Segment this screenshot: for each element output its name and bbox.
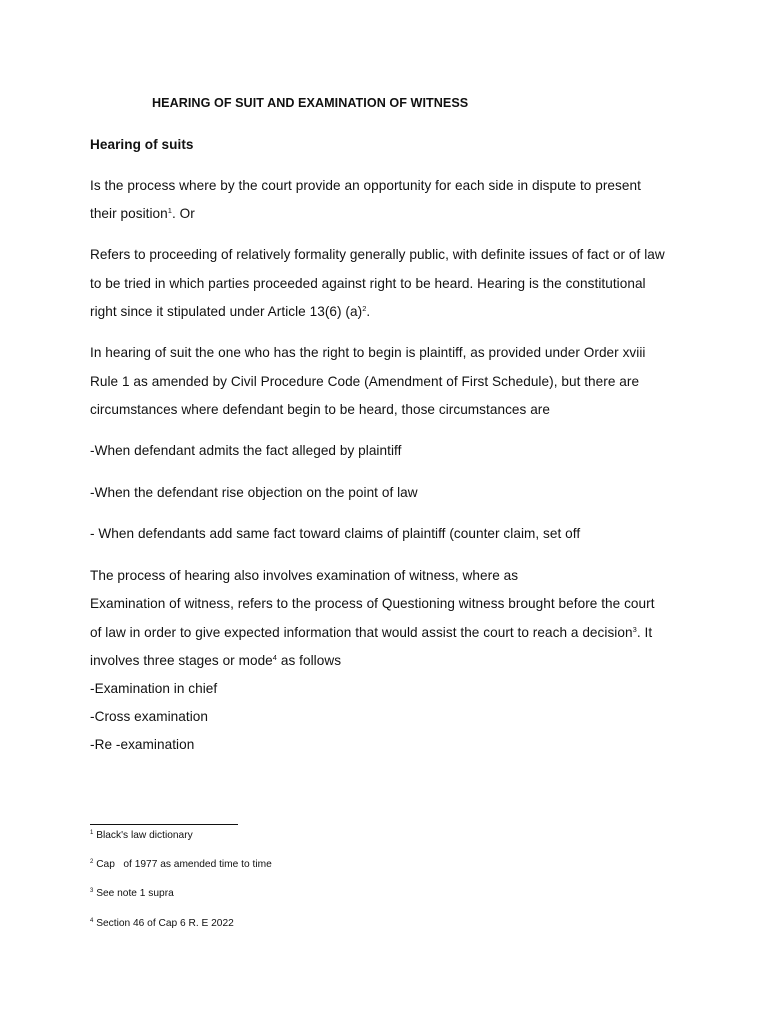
footnote [90,829,193,843]
footnote [90,887,174,901]
footnote [90,917,234,931]
footnote-text: Section 46 of Cap 6 R. E 2022 [96,918,234,929]
text-span: . [366,304,371,319]
paragraph-line [90,652,341,670]
list-item: -Re -examination [90,737,195,752]
text-span: their position [90,206,168,221]
footnote-text: Cap of 1977 as amended time to time [96,859,272,870]
paragraph-line: to be tried in which parties proceeded against right to be heard. Hearing is the constitutional [90,276,646,291]
list-item: - When defendants add same fact toward claims of plaintiff (counter claim, set off [90,526,581,541]
footnote-ref: 3 [632,625,637,634]
paragraph-line: Is the process where by the court provide an opportunity for each side in dispute to present [90,178,641,193]
paragraph-line [90,205,195,223]
text-span: as follows [277,653,342,668]
footnote-number: 1 [90,830,94,836]
text-span: . It [636,625,653,640]
list-item: -Cross examination [90,709,208,724]
text-span: of law in order to give expected information that would assist the court to reach a decision [90,625,633,640]
paragraph-line: Refers to proceeding of relatively formality generally public, with definite issues of fact or of law [90,247,665,262]
paragraph-line [90,303,370,321]
list-item: -Examination in chief [90,681,218,696]
footnote-number: 3 [90,888,94,894]
paragraph-line: circumstances where defendant begin to be heard, those circumstances are [90,402,550,417]
section-heading: Hearing of suits [90,137,194,152]
paragraph-line: Rule 1 as amended by Civil Procedure Code (Amendment of First Schedule), but there are [90,374,640,389]
footnote-ref: 2 [362,304,367,313]
paragraph-line [90,624,652,642]
footnote-number: 2 [90,859,94,865]
list-item: -When defendant admits the fact alleged by plaintiff [90,443,402,458]
text-span: . Or [172,206,195,221]
footnote-text: See note 1 supra [96,888,174,899]
footnote-separator [90,824,238,825]
text-span: involves three stages or mode [90,653,273,668]
footnote-number: 4 [90,918,94,924]
text-span: right since it stipulated under Article 13(6) (a) [90,304,363,319]
list-item: -When the defendant rise objection on the point of law [90,485,418,500]
document-title: HEARING OF SUIT AND EXAMINATION OF WITNESS [152,96,469,110]
footnote-ref: 4 [272,653,278,662]
footnote [90,858,272,872]
footnote-ref: 1 [167,206,173,215]
paragraph-line: In hearing of suit the one who has the right to begin is plaintiff, as provided under Order xviii [90,345,646,360]
paragraph-line: Examination of witness, refers to the process of Questioning witness brought before the court [90,596,655,611]
paragraph-line: The process of hearing also involves examination of witness, where as [90,568,519,583]
footnote-text: Black's law dictionary [96,830,193,841]
